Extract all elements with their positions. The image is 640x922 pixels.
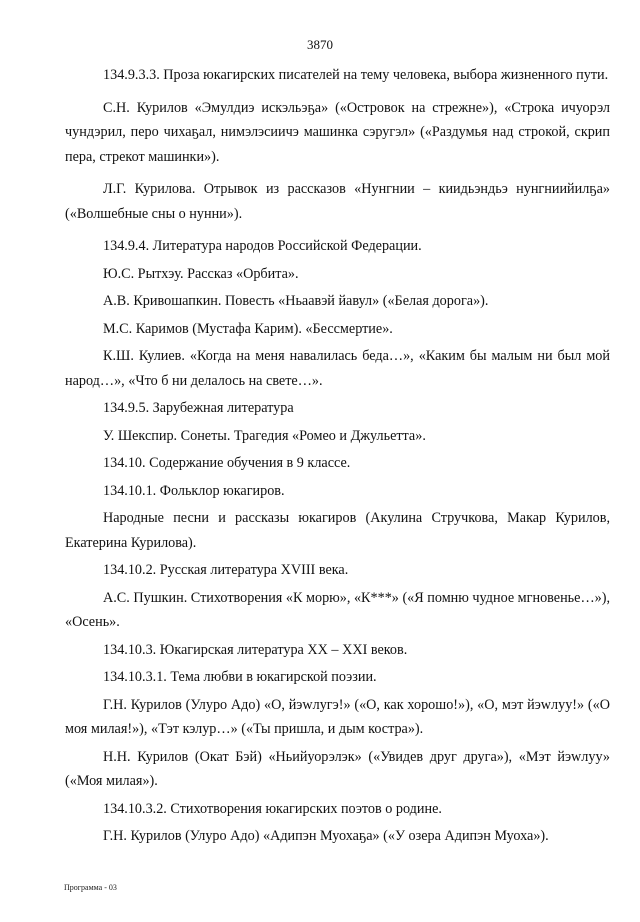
paragraph-section-134-10-3-2: 134.10.3.2. Стихотворения юкагирских поэтов о родине. <box>103 800 442 817</box>
paragraph-section-134-10: 134.10. Содержание обучения в 9 классе. <box>103 455 351 471</box>
paragraph-kurilova-lg: Л.Г. Курилова. Отрывок из рассказов «Нунгнии – киидьэндьэ нунгниийилҕа» («Волшебные сны о нунни»). <box>65 181 610 222</box>
paragraph-folk-songs: Народные песни и рассказы юкагиров (Акулина Стручкова, Макар Курилов, Екатерина Курилова). <box>65 510 610 551</box>
document-body <box>65 63 610 852</box>
paragraph-rytkheu: Ю.С. Рытхэу. Рассказ «Орбита». <box>103 265 299 282</box>
paragraph-kurilov-gn-love: Г.Н. Курилов (Улуро Адо) «О, йэwлугэ!» («О, как хорошо!»), «О, мэт йэwлуу!» («О моя милая!»), «Тэт кэлур…» («Ты пришла, и дым костра»). <box>65 696 610 737</box>
paragraph-pushkin: А.С. Пушкин. Стихотворения «К морю», «К***» («Я помню чудное мгновенье…»), «Осень». <box>65 589 610 630</box>
paragraph-section-134-9-5: 134.9.5. Зарубежная литература <box>103 400 294 416</box>
paragraph-karimov: М.С. Каримов (Мустафа Карим). «Бессмертие». <box>103 320 393 337</box>
page-footer: Программа - 03 <box>64 883 117 892</box>
paragraph-kurilov-sn: С.Н. Курилов «Эмулдиэ искэльэҕа» («Островок на стрежне»), «Строка ичуорэл чундэрил, перо чихаҕал, нимэлэсиичэ машинка сэругэл» («Раздумья над строкой, скрип пера, стрекот машинки»). <box>65 99 610 165</box>
paragraph-kurilov-nn: Н.Н. Курилов (Окат Бэй) «Ньийуорэлэк» («Увидев друг друга»), «Мэт йэwлуу» («Моя милая»). <box>65 748 610 789</box>
paragraph-section-134-9-4: 134.9.4. Литература народов Российской Федерации. <box>103 238 422 254</box>
paragraph-section-134-10-3-1: 134.10.3.1. Тема любви в юкагирской поэзии. <box>103 669 377 685</box>
paragraph-krivoshapkin: А.В. Кривошапкин. Повесть «Ньаавэй йавул» («Белая дорога»). <box>103 293 489 309</box>
paragraph-section-134-10-1: 134.10.1. Фольклор юкагиров. <box>103 482 285 499</box>
paragraph-section-134-9-3-3: 134.9.3.3. Проза юкагирских писателей на тему человека, выбора жизненного пути. <box>103 67 609 83</box>
paragraph-kurilov-gn-homeland: Г.Н. Курилов (Улуро Адо) «Адипэн Муохаҕа» («У озера Адипэн Муоха»). <box>103 828 549 844</box>
paragraph-shakespeare: У. Шекспир. Сонеты. Трагедия «Ромео и Джульетта». <box>103 427 426 444</box>
paragraph-kuliev: К.Ш. Кулиев. «Когда на меня навалилась беда…», «Каким бы малым ни был мой народ…», «Что б ни делалось на свете…». <box>65 348 610 389</box>
page-number: 3870 <box>307 37 333 52</box>
paragraph-section-134-10-2: 134.10.2. Русская литература XVIII века. <box>103 562 349 578</box>
paragraph-section-134-10-3: 134.10.3. Юкагирская литература XX – XXI веков. <box>103 641 408 658</box>
